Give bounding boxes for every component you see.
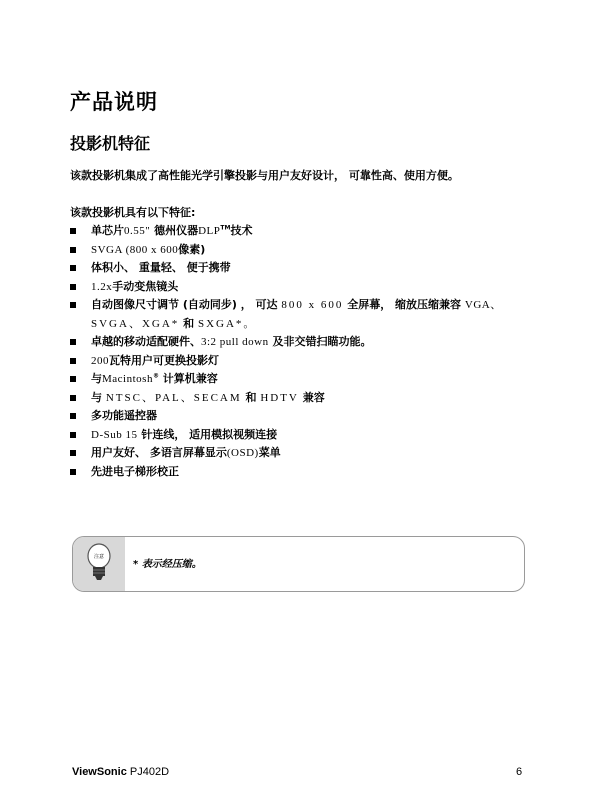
intro-paragraph: 该款投影机集成了高性能光学引擎投影与用户友好设计， 可靠性高、使用方便。 — [70, 169, 459, 182]
feature-text: 菜单 — [258, 446, 281, 459]
list-item — [70, 278, 540, 297]
feature-text: 全屏幕， 缩放压缩兼容 — [343, 298, 465, 311]
footer-brand — [72, 766, 169, 778]
feature-text: 3:2 pull down — [201, 336, 269, 348]
feature-text: 先进电子梯形校正 — [91, 464, 179, 478]
trademark-mark: TM — [220, 224, 231, 232]
feature-text: 0.55" — [124, 225, 151, 237]
feature-text: 计算机兼容 — [158, 372, 218, 385]
square-bullet-icon — [70, 358, 76, 364]
list-item — [70, 333, 540, 352]
feature-text: 多功能遥控器 — [91, 409, 157, 422]
note-text: * 表示经压缩。 — [133, 559, 202, 570]
list-item — [70, 389, 540, 408]
square-bullet-icon — [70, 376, 76, 382]
feature-text: 与 — [91, 372, 102, 385]
feature-list — [70, 222, 540, 481]
square-bullet-icon — [70, 432, 76, 438]
feature-list-lead: 该款投影机具有以下特征: — [70, 206, 196, 219]
feature-text: 体积小、 重量轻、 便于携带 — [91, 261, 231, 274]
square-bullet-icon — [70, 247, 76, 253]
square-bullet-icon — [70, 339, 76, 345]
feature-text: Macintosh — [102, 373, 153, 385]
square-bullet-icon — [70, 450, 76, 456]
feature-text: (OSD) — [226, 447, 259, 459]
feature-text: 瓦特用户可更换投影灯 — [109, 353, 219, 367]
list-item — [70, 463, 540, 482]
list-item — [70, 370, 540, 389]
feature-text: 卓越的移动适配硬件、 — [91, 335, 201, 348]
lightbulb-icon — [87, 543, 111, 585]
square-bullet-icon — [70, 413, 76, 419]
feature-text: 与 — [91, 390, 106, 404]
registered-mark: ® — [152, 372, 159, 380]
list-item — [70, 352, 540, 371]
feature-text: D-Sub 15 — [91, 428, 138, 441]
note-icon-label: 注意 — [93, 554, 105, 560]
feature-text: 像素) — [178, 242, 206, 256]
feature-text: SVGA、XGA* — [91, 317, 180, 330]
feature-text: 200 — [91, 354, 109, 367]
square-bullet-icon — [70, 228, 76, 234]
section-heading: 投影机特征 — [70, 134, 151, 153]
list-item — [70, 407, 540, 426]
feature-text: 和 — [241, 390, 261, 404]
feature-text: 1.2x — [91, 280, 113, 293]
list-item — [70, 444, 540, 463]
feature-text: 自动图像尺寸调节 (自动同步) ， 可达 — [91, 298, 282, 311]
feature-text: DLP — [198, 225, 221, 237]
feature-text: VGA、 — [464, 299, 502, 311]
feature-text: 用户友好、 多语言屏幕显示 — [91, 446, 227, 459]
feature-text: 兼容 — [298, 390, 325, 404]
note-box — [72, 536, 525, 592]
square-bullet-icon — [70, 469, 76, 475]
brand-name: ViewSonic — [72, 766, 127, 778]
model-name: PJ402D — [126, 766, 170, 778]
feature-text: 和 — [179, 316, 198, 330]
feature-text: 及非交错扫瞄功能。 — [268, 335, 372, 348]
list-item — [70, 259, 540, 278]
square-bullet-icon — [70, 265, 76, 271]
list-item — [70, 426, 540, 445]
feature-text: SVGA (800 x 600 — [91, 243, 179, 256]
feature-text: 单芯片 — [91, 224, 124, 237]
feature-text: 技术 — [230, 224, 253, 237]
square-bullet-icon — [70, 395, 76, 401]
feature-text: HDTV — [260, 391, 299, 404]
square-bullet-icon — [70, 284, 76, 290]
note-icon-panel — [73, 537, 125, 591]
feature-text: SXGA*。 — [197, 317, 257, 330]
square-bullet-icon — [70, 302, 76, 308]
feature-text: 德州仪器 — [150, 224, 199, 237]
list-item — [70, 296, 540, 333]
feature-text: 针连线， 适用模拟视频连接 — [137, 427, 278, 441]
page-number: 6 — [516, 766, 523, 778]
feature-text: NTSC、PAL、SECAM — [105, 391, 242, 404]
feature-text: 手动变焦镜头 — [112, 279, 179, 293]
page-title: 产品说明 — [70, 90, 158, 114]
list-item — [70, 241, 540, 260]
list-item — [70, 222, 540, 241]
feature-text: 800 x 600 — [281, 299, 344, 311]
